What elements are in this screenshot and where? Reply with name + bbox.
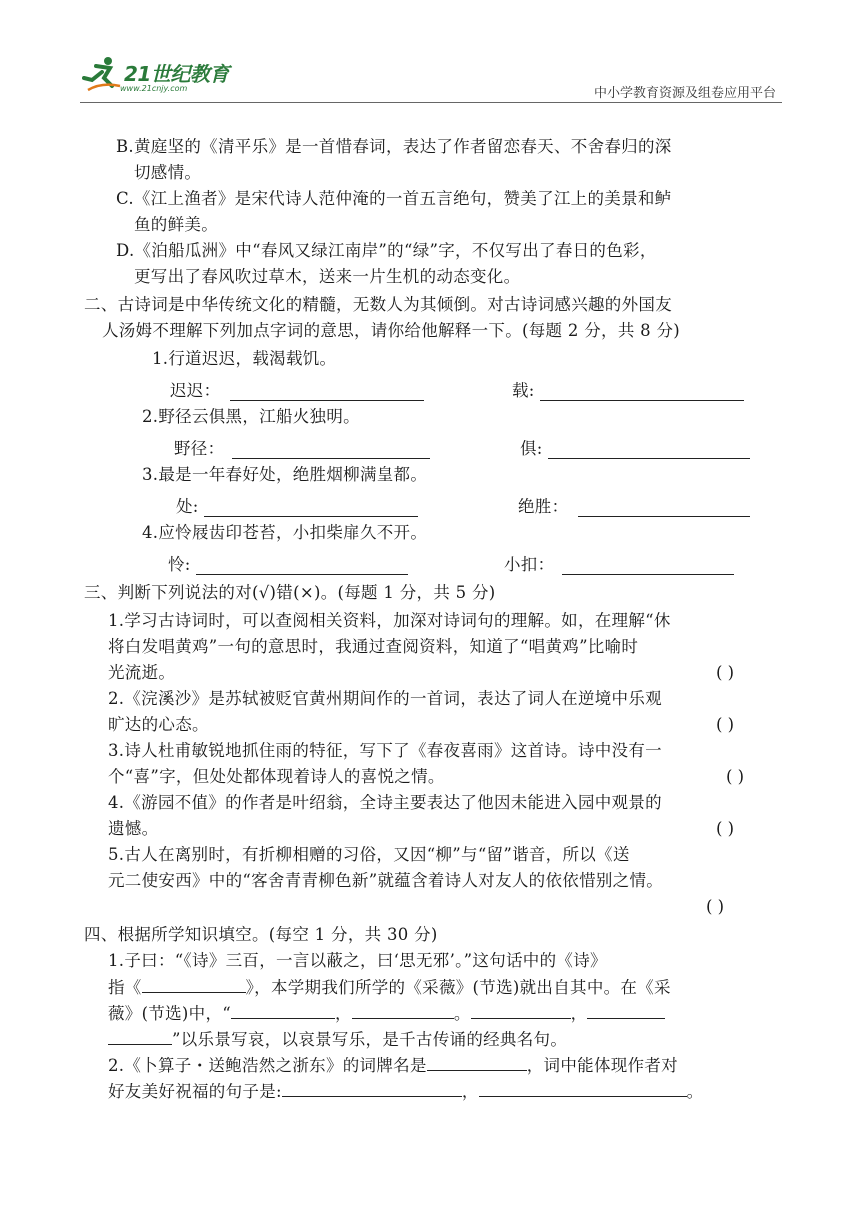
judgment-blank-3[interactable]: ( )	[726, 767, 745, 786]
fill-1-text-c: 薇》(节选)中，“	[108, 1004, 232, 1023]
fill-blank-caiwei-1[interactable]	[231, 1000, 335, 1019]
statement-1-line2: 将白发唱黄鸡”一句的意思时，我通过查阅资料，知道了“唱黄鸡”比喻时	[108, 637, 639, 656]
statement-3-line1: 3.诗人杜甫敏锐地抓住雨的特征，写下了《春夜喜雨》这首诗。诗中没有一	[108, 741, 662, 760]
header-tagline: 中小学教育资源及组卷应用平台	[593, 86, 776, 101]
statement-2-line1: 2.《浣溪沙》是苏轼被贬官黄州期间作的一首词，表达了词人在逆境中乐观	[108, 689, 662, 708]
logo-url: www.21cnjy.com	[120, 84, 188, 93]
option-d-line1: D.《泊船瓜洲》中“春风又绿江南岸”的“绿”字，不仅写出了春日的色彩，	[116, 241, 657, 260]
section2-question-3: 3.最是一年春好处，绝胜烟柳满皇都。	[142, 465, 428, 484]
statement-5-line2: 元二使安西》中的“客舍青青柳色新”就蕴含着诗人对友人的依依惜别之情。	[108, 871, 664, 890]
fill-blank-cipaiming[interactable]	[427, 1052, 527, 1071]
option-c-line1: C.《江上渔者》是宋代诗人范仲淹的一首五言绝句，赞美了江上的美景和鲈	[116, 189, 672, 208]
fill-blank-caiwei-4a[interactable]	[587, 1000, 665, 1019]
logo-brand: 21世纪教育	[124, 62, 229, 86]
answer-label-yejing: 野径：	[174, 439, 225, 458]
fill-1-period: 。	[453, 1004, 471, 1023]
header-divider	[80, 102, 782, 103]
section2-heading-line2: 人汤姆不理解下列加点字词的意思，请你给他解释一下。(每题 2 分，共 8 分)	[102, 321, 681, 340]
fill-2-period: 。	[686, 1082, 704, 1101]
judgment-blank-4[interactable]: ( )	[716, 819, 735, 838]
statement-5-line1: 5.古人在离别时，有折柳相赠的习俗，又因“柳”与“留”谐音，所以《送	[108, 845, 630, 864]
fill-1-comma-1: ，	[335, 1004, 352, 1023]
answer-blank-ju[interactable]	[548, 440, 750, 459]
fill-blank-caiwei-2[interactable]	[352, 1000, 454, 1019]
fill-1-text-d: ”以乐景写哀，以哀景写乐，是千古传诵的经典名句。	[172, 1030, 568, 1049]
statement-4-line2: 遗憾。	[108, 819, 159, 838]
fill-blank-zhufu-2[interactable]	[479, 1078, 687, 1097]
answer-label-ju: 俱:	[520, 439, 543, 458]
fill-2-text-a: 2.《卜算子・送鲍浩然之浙东》的词牌名是	[108, 1056, 427, 1075]
option-c-line2: 鱼的鲜美。	[134, 215, 218, 234]
answer-blank-zai[interactable]	[540, 382, 744, 401]
answer-blank-chu[interactable]	[204, 498, 418, 517]
fill-blank-zhufu-1[interactable]	[282, 1078, 462, 1097]
option-b-line2: 切感情。	[134, 163, 202, 182]
fill-2-comma: ，	[461, 1082, 479, 1101]
answer-blank-chichi[interactable]	[230, 382, 424, 401]
option-b-line1: B.黄庭坚的《清平乐》是一首惜春词，表达了作者留恋春天、不舍春归的深	[116, 137, 672, 156]
answer-blank-xiaokou[interactable]	[562, 556, 734, 575]
statement-1-line3: 光流逝。	[108, 663, 176, 682]
section3-heading: 三、判断下列说法的对(√)错(×)。(每题 1 分，共 5 分)	[84, 583, 496, 602]
answer-blank-juesheng[interactable]	[578, 498, 750, 517]
statement-1-line1: 1.学习古诗词时，可以查阅相关资料，加深对诗词句的理解。如，在理解“休	[108, 611, 671, 630]
fill-blank-caiwei-3[interactable]	[471, 1000, 571, 1019]
fill-blank-shijing[interactable]	[142, 974, 246, 993]
fill-2-text-c: 好友美好祝福的句子是:	[108, 1082, 282, 1101]
section2-question-1: 1.行道迟迟，载渴载饥。	[152, 349, 337, 368]
answer-label-juesheng: 绝胜：	[518, 497, 569, 516]
fill-1-text-b: 》，本学期我们所学的《采薇》(节选)就出自其中。在《采	[245, 978, 671, 997]
section2-heading-line1: 二、古诗词是中华传统文化的精髓，无数人为其倾倒。对古诗词感兴趣的外国友	[84, 295, 672, 314]
statement-2-line2: 旷达的心态。	[108, 715, 209, 734]
fill-1-line2	[108, 974, 671, 1001]
logo	[80, 56, 240, 96]
answer-blank-lian[interactable]	[196, 556, 408, 575]
answer-blank-yejing[interactable]	[232, 440, 430, 459]
fill-2-line2	[108, 1078, 703, 1105]
fill-1-text-a: 指《	[108, 978, 142, 997]
statement-4-line1: 4.《游园不值》的作者是叶绍翁，全诗主要表达了他因未能进入园中观景的	[108, 793, 662, 812]
section4-heading: 四、根据所学知识填空。(每空 1 分，共 30 分)	[84, 925, 438, 944]
fill-1-line1: 1.子曰：“《诗》三百，一言以蔽之，曰‘思无邪’。”这句话中的《诗》	[108, 951, 607, 970]
fill-2-text-b: ，词中能体现作者对	[526, 1056, 678, 1075]
section2-question-4: 4.应怜屐齿印苍苔，小扣柴扉久不开。	[142, 523, 428, 542]
answer-label-zai: 载:	[512, 381, 535, 400]
statement-3-line2: 个“喜”字，但处处都体现着诗人的喜悦之情。	[108, 767, 445, 786]
fill-blank-caiwei-4b[interactable]	[108, 1026, 172, 1045]
answer-label-chu: 处:	[176, 497, 199, 516]
judgment-blank-5[interactable]: ( )	[706, 897, 725, 916]
section2-question-2: 2.野径云俱黑，江船火独明。	[142, 407, 360, 426]
fill-1-line4	[108, 1026, 567, 1053]
judgment-blank-1[interactable]: ( )	[716, 663, 735, 682]
judgment-blank-2[interactable]: ( )	[716, 715, 735, 734]
runner-logo-icon	[82, 56, 122, 92]
answer-label-xiaokou: 小扣：	[504, 555, 555, 574]
fill-1-comma-2: ，	[570, 1004, 588, 1023]
fill-2-line1	[108, 1052, 678, 1079]
answer-label-chichi: 迟迟：	[170, 381, 221, 400]
page-header	[80, 56, 782, 102]
option-d-line2: 更写出了春风吹过草木，送来一片生机的动态变化。	[134, 267, 521, 286]
answer-label-lian: 怜:	[168, 555, 191, 574]
fill-1-line3	[108, 1000, 665, 1027]
